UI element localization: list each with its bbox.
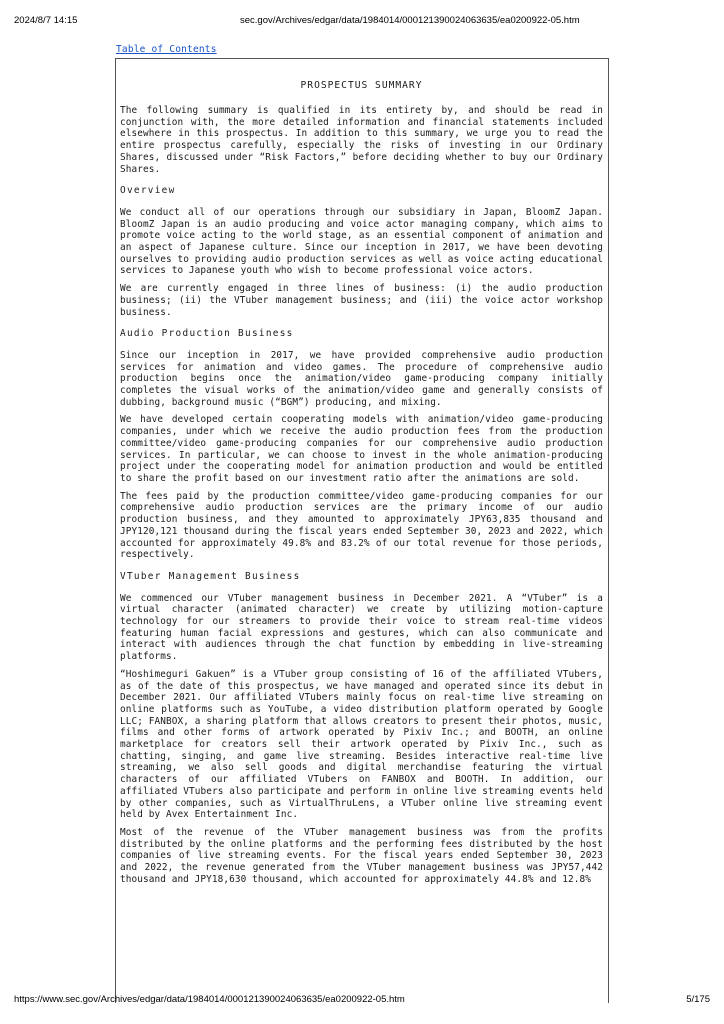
- vtuber-paragraph-2: “Hoshimeguri Gakuen” is a VTuber group consisting of 16 of the affiliated VTubers, as of the date of this prospectus, we have managed and operated since its debut in December 2021. Our affiliated VTubers mainly focus on real-time live streaming on online platforms such as YouTube, a video distribution platform operated by Google LLC; FANBOX, a sharing platform that allows creators to present their photos, music, films and other forms of artwork operated by Pixiv Inc.; and BOOTH, an online marketplace for creators sell their artwork operated by Pixiv Inc., such as chatting, singing, and game live streaming. Besides interactive real-time live streaming, we also sell goods and digital merchandise featuring the virtual characters of our affiliated VTubers on FANBOX and BOOTH. In addition, our affiliated VTubers also participate and perform in online live streaming events held by other companies, such as VirtualThruLens, a VTuber online live streaming event held by Avex Entertainment Inc.: [120, 668, 603, 821]
- print-datetime: 2024/8/7 14:15: [14, 15, 78, 26]
- audio-production-heading: Audio Production Business: [120, 328, 294, 340]
- audio-paragraph-3: The fees paid by the production committee/video game-producing companies for our comprehensive audio production services are the primary income of our audio production business, and they amounted to approximately JPY63,835 thousand and JPY120,121 thousand during the fiscal years ended September 30, 2023 and 2022, which accounted for approximately 49.8% and 83.2% of our total revenue for those periods, respectively.: [120, 490, 603, 561]
- print-url-title: sec.gov/Archives/edgar/data/1984014/000121390024063635/ea0200922-05.htm: [240, 15, 580, 26]
- vtuber-paragraph-3: Most of the revenue of the VTuber management business was from the profits distributed by the online platforms and the performing fees distributed by the host companies of live streaming events. For the fiscal years ended September 30, 2023 and 2022, the revenue generated from the VTuber management business was JPY57,442 thousand and JPY18,630 thousand, which accounted for approximately 44.8% and 12.8%: [120, 826, 603, 885]
- audio-paragraph-1: Since our inception in 2017, we have provided comprehensive audio production services for animation and video games. The procedure of comprehensive audio production begins once the animation/video game-producing company initially completes the visual works of the animation/video game and generally consists of dubbing, background music (“BGM”) producing, and mixing.: [120, 349, 603, 408]
- document-body: [120, 80, 603, 891]
- vtuber-management-heading: VTuber Management Business: [120, 570, 301, 582]
- page-title: PROSPECTUS SUMMARY: [300, 80, 423, 91]
- print-footer: [14, 994, 710, 1008]
- vtuber-paragraph-1: We commenced our VTuber management business in December 2021. A “VTuber” is a virtual character (animated character) we create by utilizing motion-capture technology for our streamers to provide their voice to stream real-time videos featuring human facial expressions and gestures, which can also communicate and interact with audiences through the chat function by embedding in live-streaming platforms.: [120, 592, 603, 663]
- audio-paragraph-2: We have developed certain cooperating models with animation/video game-producing companies, under which we receive the audio production fees from the production committee/video game-producing companies for our comprehensive audio production services. In particular, we can choose to invest in the whole animation-producing project under the cooperating model for animation production and would be entitled to share the profit based on our investment ratio after the animations are sold.: [120, 414, 603, 484]
- page-number: 5/175: [686, 994, 710, 1005]
- overview-paragraph-1: We conduct all of our operations through our subsidiary in Japan, BloomZ Japan. BloomZ Japan is an audio producing and voice actor managing company, which aims to promote voice acting to the world stage, as an essential component of animation and an aspect of Japanese culture. Since our inception in 2017, we have been devoting ourselves to providing audio production services as well as voice acting educational services to Japanese youth who wish to become professional voice actors.: [120, 206, 603, 277]
- print-url: https://www.sec.gov/Archives/edgar/data/1984014/000121390024063635/ea0200922-05.htm: [14, 994, 405, 1005]
- print-header: [14, 15, 710, 29]
- table-of-contents-link[interactable]: Table of Contents: [116, 44, 217, 55]
- overview-heading: Overview: [120, 185, 176, 197]
- intro-paragraph: The following summary is qualified in its entirety by, and should be read in conjunction with, the more detailed information and financial statements included elsewhere in this prospectus. In addition to this summary, we urge you to read the entire prospectus carefully, especially the risks of investing in our Ordinary Shares, discussed under “Risk Factors,” before deciding whether to buy our Ordinary Shares.: [120, 105, 603, 175]
- overview-paragraph-2: We are currently engaged in three lines of business: (i) the audio production business; (ii) the VTuber management business; and (iii) the voice actor workshop business.: [120, 283, 603, 318]
